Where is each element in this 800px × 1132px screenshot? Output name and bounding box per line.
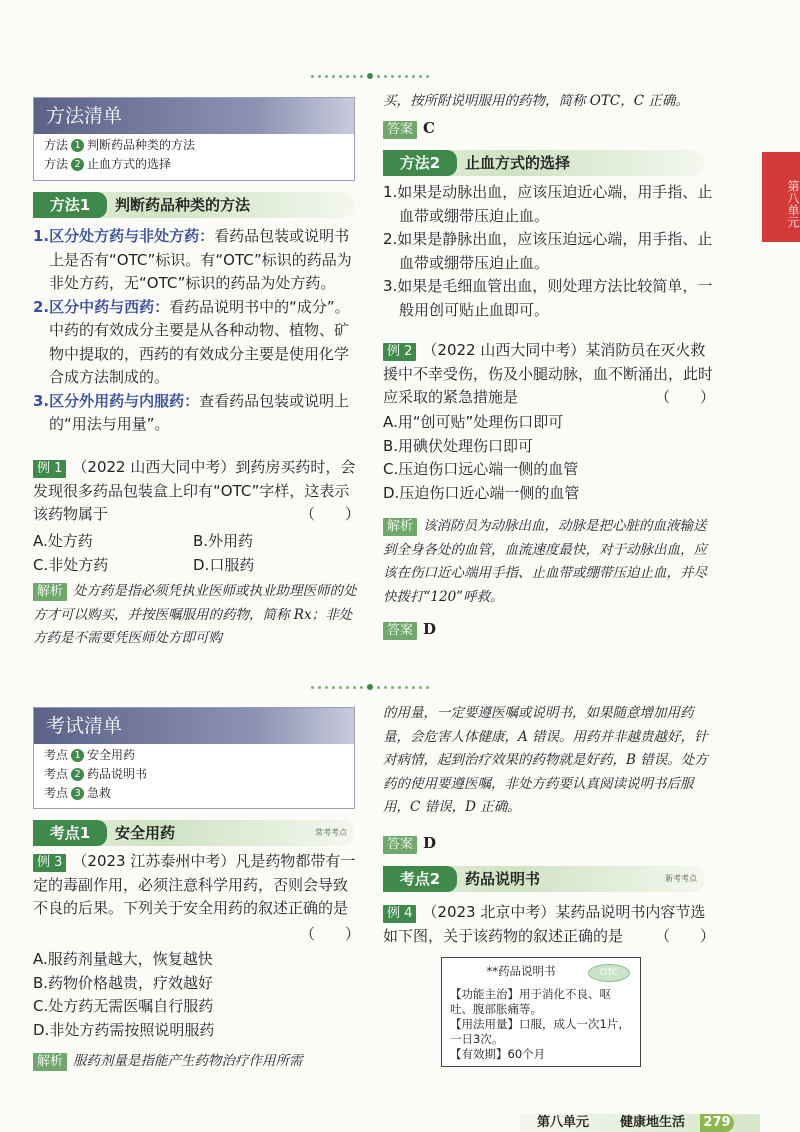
example1-analysis-continued: 买，按所附说明服用的药物，简称 OTC，C 正确。 [383, 93, 689, 109]
example2-answer-paren: （ ） [655, 388, 716, 406]
drug-label-title: **药品说明书 [486, 964, 556, 978]
example2-answer: 答案 D [383, 618, 436, 642]
ex2-opt-c: C.压迫伤口远心端一侧的血管 [383, 460, 579, 478]
ex1-opt-c: C.非处方药 [33, 555, 109, 574]
example1-answer: 答案 C [383, 117, 435, 141]
method1-tag: 方法1 [33, 192, 107, 218]
example2-analysis: 解析 该消防员为动脉出血，动脉是把心脏的血液输送到全身各处的血管，血流速度最快，对于动脉出血，应该在伤口近心端用手指、止血带或绷带压迫止血，并尽快拨打“120”呼救。 [383, 518, 707, 605]
exam-panel-item-3: 考点 3 急救 [44, 786, 112, 800]
example3-answer: 答案 D [383, 832, 436, 856]
ex1-opt-b: B.外用药 [193, 532, 254, 550]
method2-tag: 方法2 [383, 150, 457, 176]
analysis-badge: 解析 [33, 583, 67, 601]
methods-panel-item-1: 方法 1 判断药品种类的方法 [44, 138, 196, 152]
methods-panel-title: 方法清单 [34, 98, 354, 134]
ex3-opt-b: B.药物价格越贵，疗效越好 [33, 973, 214, 992]
method1-point-3: 3.区分外用药与内服药：查看药品包装或说明上的“用法与用量”。 [33, 391, 350, 433]
method2-title: 止血方式的选择 [465, 154, 571, 172]
drug-label-line-3: 【有效期】60个月 [450, 1047, 546, 1061]
unit-side-tab: 第八单元 [762, 152, 800, 242]
point2-title: 药品说明书 [465, 870, 541, 888]
method2-line-1: 1.如果是动脉出血，应该压迫近心端，用手指、止血带或绷带压迫止血。 [383, 183, 713, 225]
ex3-opt-d: D.非处方药需按照说明服药 [33, 1020, 215, 1039]
example3-answer-paren: （ ） [300, 925, 361, 943]
point2-note: 新考考点 [665, 874, 697, 883]
example3-analysis-continued: 的用量，一定要遵医嘱或说明书，如果随意增加用药量，会危害人体健康，A 错误。用药并非越贵越好，针对病情，起到治疗效果的药物就是好药，B 错误。处方药的使用要遵医嘱，非处方药要认真阅读说明书后服用，C 错误，D 正确。 [383, 705, 708, 815]
example3-stem: 例 3 （2023 江苏泰州中考）凡是药物都带有一定的毒副作用，必须注意科学用药，否则会导致不良的后果。下列关于安全用药的叙述正确的是 [33, 852, 356, 917]
ex3-opt-a: A.服药剂量越大，恢复越快 [33, 950, 213, 968]
drug-label-box [441, 957, 641, 1067]
methods-panel [33, 97, 355, 181]
method2-line-3: 3.如果是毛细血管出血，则处理方法比较简单，一般用创可贴止血即可。 [383, 277, 713, 319]
point1-banner [33, 820, 355, 846]
methods-panel-item-2: 方法 2 止血方式的选择 [44, 157, 172, 171]
point2-tag: 考点2 [383, 866, 457, 892]
example1-options [33, 530, 358, 577]
exam-panel-title: 考试清单 [34, 708, 354, 744]
point1-tag: 考点1 [33, 820, 107, 846]
footer-title: 健康地生活 [620, 1115, 686, 1130]
example4-answer-paren: （ ） [655, 927, 716, 945]
page-footer [0, 1082, 800, 1132]
method1-banner [33, 192, 355, 218]
point2-banner [383, 866, 705, 892]
example2-stem: 例 2 （2022 山西大同中考）某消防员在灭火救援中不幸受伤，伤及小腿动脉，血不断涌出，此时应采取的紧急措施是 [383, 341, 714, 406]
page-number: 279 [700, 1114, 734, 1132]
method2-banner [383, 150, 705, 176]
method1-body [33, 225, 358, 437]
otc-logo-icon: OTC [588, 964, 630, 982]
footer-unit: 第八单元 [537, 1115, 590, 1130]
example3 [33, 850, 358, 921]
example3-options [33, 948, 358, 1042]
exam-points-panel [33, 707, 355, 809]
exam-panel-item-1: 考点 1 安全用药 [44, 748, 136, 762]
section-divider-top [300, 72, 440, 80]
ex1-opt-a: A.处方药 [33, 532, 93, 550]
ex2-opt-b: B.用碘伏处理伤口即可 [383, 436, 534, 455]
point1-title: 安全用药 [115, 824, 176, 842]
example1-answer-paren: （ ） [300, 505, 361, 523]
example3-analysis: 解析 服药剂量是指能产生药物治疗作用所需 [33, 1050, 358, 1074]
ex1-opt-d: D.口服药 [193, 555, 255, 574]
exam-panel-item-2: 考点 2 药品说明书 [44, 767, 148, 781]
method2-body [383, 181, 713, 322]
method1-title: 判断药品种类的方法 [115, 196, 251, 214]
example1-stem: 例 1 （2022 山西大同中考）到药房买药时，会发现很多药品包装盒上印有“OTC”字样，这表示该药物属于 [33, 458, 356, 523]
ex2-opt-a: A.用“创可贴”处理伤口即可 [383, 413, 564, 431]
method2-line-2: 2.如果是静脉出血，应该压迫远心端，用手指、止血带或绷带压迫止血。 [383, 230, 713, 272]
example1-analysis: 解析 处方药是指必须凭执业医师或执业助理医师的处方才可以购买，并按医嘱服用的药物，简称 Rx；非处方药是不需要凭医师处方即可购 [33, 583, 357, 646]
drug-label-line-2: 【用法用量】口服，成人一次1片，一日3次。 [450, 1017, 630, 1046]
method1-point-2: 2.区分中药与西药：看药品说明书中的“成分”。中药的有效成分主要是从各种动物、植物、矿物中提取的，西药的有效成分主要是使用化学合成方法制成的。 [33, 297, 350, 386]
example4-stem: 例 4 （2023 北京中考）某药品说明书内容节选如下图，关于该药物的叙述正确的是 [383, 903, 706, 945]
ex2-opt-d: D.压迫伤口近心端一侧的血管 [383, 483, 580, 502]
drug-label-line-1: 【功能主治】用于消化不良、呕吐、腹部胀痛等。 [450, 987, 611, 1016]
ex3-opt-c: C.处方药无需医嘱自行服药 [33, 997, 214, 1015]
method1-point-1: 1.区分处方药与非处方药：看药品包装或说明书上是否有“OTC”标识。有“OTC”标识的药品为非处方药，无“OTC”标识的药品为处方药。 [33, 227, 352, 292]
section-divider-middle [300, 683, 440, 691]
point1-note: 常考考点 [315, 828, 347, 837]
example2-options [383, 411, 713, 505]
